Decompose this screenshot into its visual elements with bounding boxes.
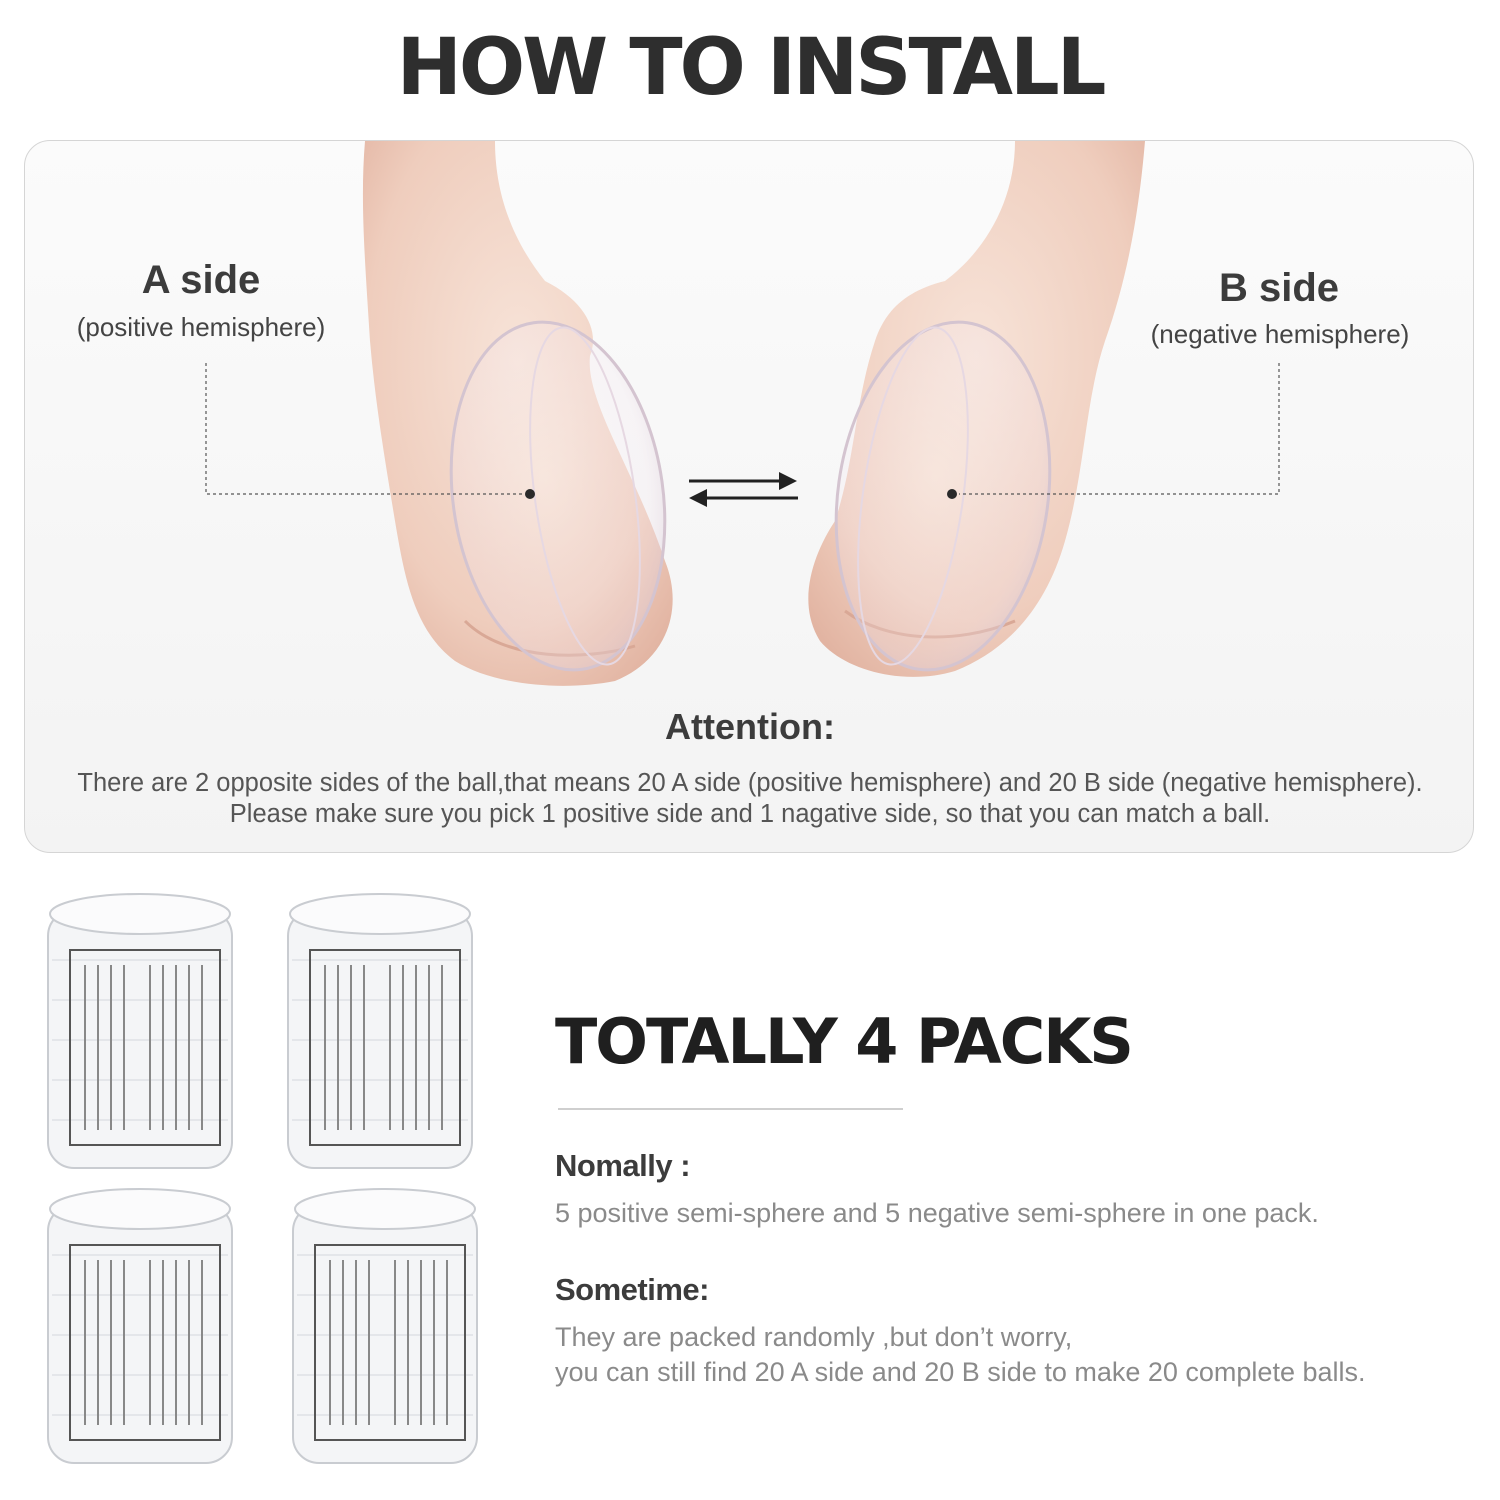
packs-divider: [558, 1108, 903, 1110]
packs-title: TOTALLY 4 PACKS: [555, 1005, 1132, 1078]
attention-title: Attention:: [665, 706, 835, 747]
pack-1: [40, 890, 240, 1180]
packs-photo: [30, 880, 510, 1490]
sometime-text-line-1: They are packed randomly ,but don’t worry,: [555, 1322, 1073, 1352]
pack-4: [285, 1185, 485, 1475]
pack-3: [40, 1185, 240, 1475]
normally-heading: Nomally :: [555, 1148, 691, 1183]
b-side-subtitle: (negative hemisphere): [1150, 319, 1410, 349]
page-title: HOW TO INSTALL: [396, 23, 1104, 113]
attention-line-1: There are 2 opposite sides of the ball,that means 20 A side (positive hemisphere) and 20 B side (negative hemisphere).: [77, 769, 1423, 797]
install-panel: [24, 140, 1474, 853]
a-side-title: A side: [141, 258, 261, 302]
b-side-title: B side: [1218, 266, 1340, 310]
sometime-text-line-2: you can still find 20 A side and 20 B side to make 20 complete balls.: [555, 1357, 1366, 1387]
swap-arrows-icon: [689, 472, 798, 507]
b-side-marker-dot: [947, 489, 957, 499]
sometime-heading: Sometime:: [555, 1272, 709, 1307]
a-side-subtitle: (positive hemisphere): [76, 312, 326, 342]
pack-2: [280, 890, 480, 1180]
a-side-marker-dot: [525, 489, 535, 499]
attention-line-2: Please make sure you pick 1 positive side and 1 nagative side, so that you can match a ball.: [229, 800, 1271, 828]
normally-text: 5 positive semi-sphere and 5 negative semi-sphere in one pack.: [555, 1198, 1319, 1228]
